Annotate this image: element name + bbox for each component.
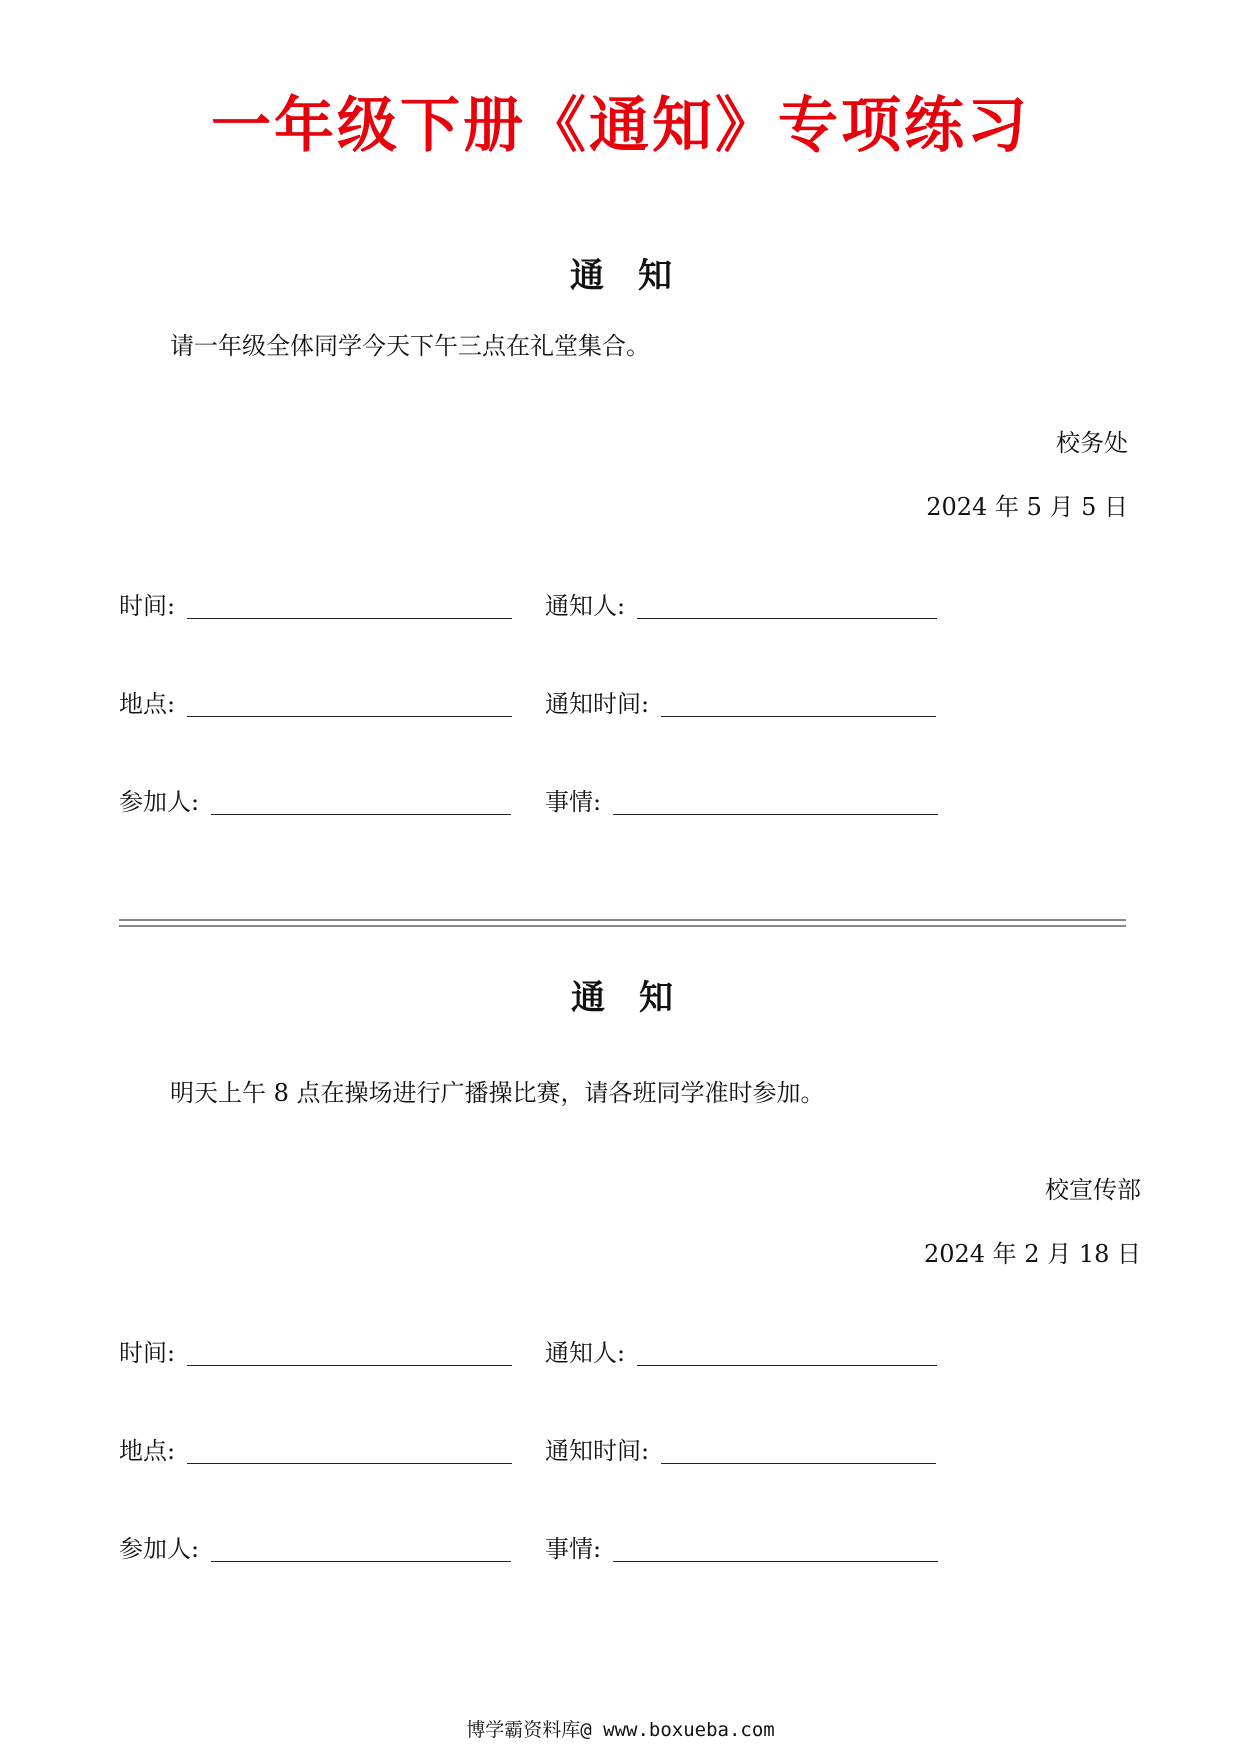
notice-1-participants-blank[interactable] xyxy=(211,788,511,815)
notice-1-body: 请一年级全体同学今天下午三点在礼堂集合。 xyxy=(170,332,650,360)
notice-1-field-matter xyxy=(545,785,938,819)
notice-2-place-blank[interactable] xyxy=(187,1437,512,1464)
notice-2-field-time-label: 时间: xyxy=(119,1339,176,1367)
notice-2-field-notice-time-label: 通知时间: xyxy=(545,1437,650,1465)
notice-2-field-matter-label: 事情: xyxy=(545,1535,602,1563)
notice-2-field-time xyxy=(119,1336,512,1370)
notice-1-field-notifier xyxy=(545,589,937,623)
notice-1-title xyxy=(471,254,771,298)
notice-1-date: 2024 年 5 月 5 日 xyxy=(926,493,1128,521)
notice-1-matter-blank[interactable] xyxy=(613,788,938,815)
notice-2-time-blank[interactable] xyxy=(187,1339,512,1366)
notice-1-field-notice-time xyxy=(545,687,936,721)
section-divider xyxy=(119,919,1126,927)
notice-1-field-matter-label: 事情: xyxy=(545,788,602,816)
notice-2-field-place xyxy=(119,1434,512,1468)
notice-1-field-time-label: 时间: xyxy=(119,592,176,620)
notice-2-field-participants-label: 参加人: xyxy=(119,1535,200,1563)
page-title: 一年级下册《通知》专项练习 xyxy=(211,91,1030,161)
notice-1-field-time xyxy=(119,589,512,623)
notice-1-field-place xyxy=(119,687,512,721)
notice-2-field-notifier xyxy=(545,1336,937,1370)
notice-2-field-notifier-label: 通知人: xyxy=(545,1339,626,1367)
notice-2-body: 明天上午 8 点在操场进行广播操比赛，请各班同学准时参加。 xyxy=(170,1079,825,1107)
notice-1-field-notice-time-label: 通知时间: xyxy=(545,690,650,718)
notice-2-matter-blank[interactable] xyxy=(613,1535,938,1562)
notice-2-title xyxy=(472,976,772,1020)
notice-2-field-notice-time xyxy=(545,1434,936,1468)
notice-1-title-char-1: 通 xyxy=(570,256,604,296)
notice-2-title-char-1: 通 xyxy=(571,978,605,1018)
notice-2-notifier-blank[interactable] xyxy=(637,1339,937,1366)
notice-1-place-blank[interactable] xyxy=(187,690,512,717)
notice-1-title-char-2: 知 xyxy=(638,256,672,296)
notice-2-date: 2024 年 2 月 18 日 xyxy=(923,1240,1141,1268)
notice-1-time-blank[interactable] xyxy=(187,592,512,619)
notice-2-field-participants xyxy=(119,1532,511,1566)
notice-1-field-notifier-label: 通知人: xyxy=(545,592,626,620)
notice-2-field-place-label: 地点: xyxy=(119,1437,176,1465)
footer-watermark: 博学霸资料库@ www.boxueba.com xyxy=(466,1719,775,1741)
notice-2-notice-time-blank[interactable] xyxy=(661,1437,936,1464)
notice-2-issuer: 校宣传部 xyxy=(1045,1176,1141,1204)
notice-1-notice-time-blank[interactable] xyxy=(661,690,936,717)
notice-1-notifier-blank[interactable] xyxy=(637,592,937,619)
notice-1-field-place-label: 地点: xyxy=(119,690,176,718)
notice-1-field-participants xyxy=(119,785,511,819)
notice-1-issuer: 校务处 xyxy=(1056,429,1128,457)
notice-2-title-char-2: 知 xyxy=(639,978,673,1018)
notice-2-participants-blank[interactable] xyxy=(211,1535,511,1562)
notice-1-field-participants-label: 参加人: xyxy=(119,788,200,816)
notice-2-field-matter xyxy=(545,1532,938,1566)
